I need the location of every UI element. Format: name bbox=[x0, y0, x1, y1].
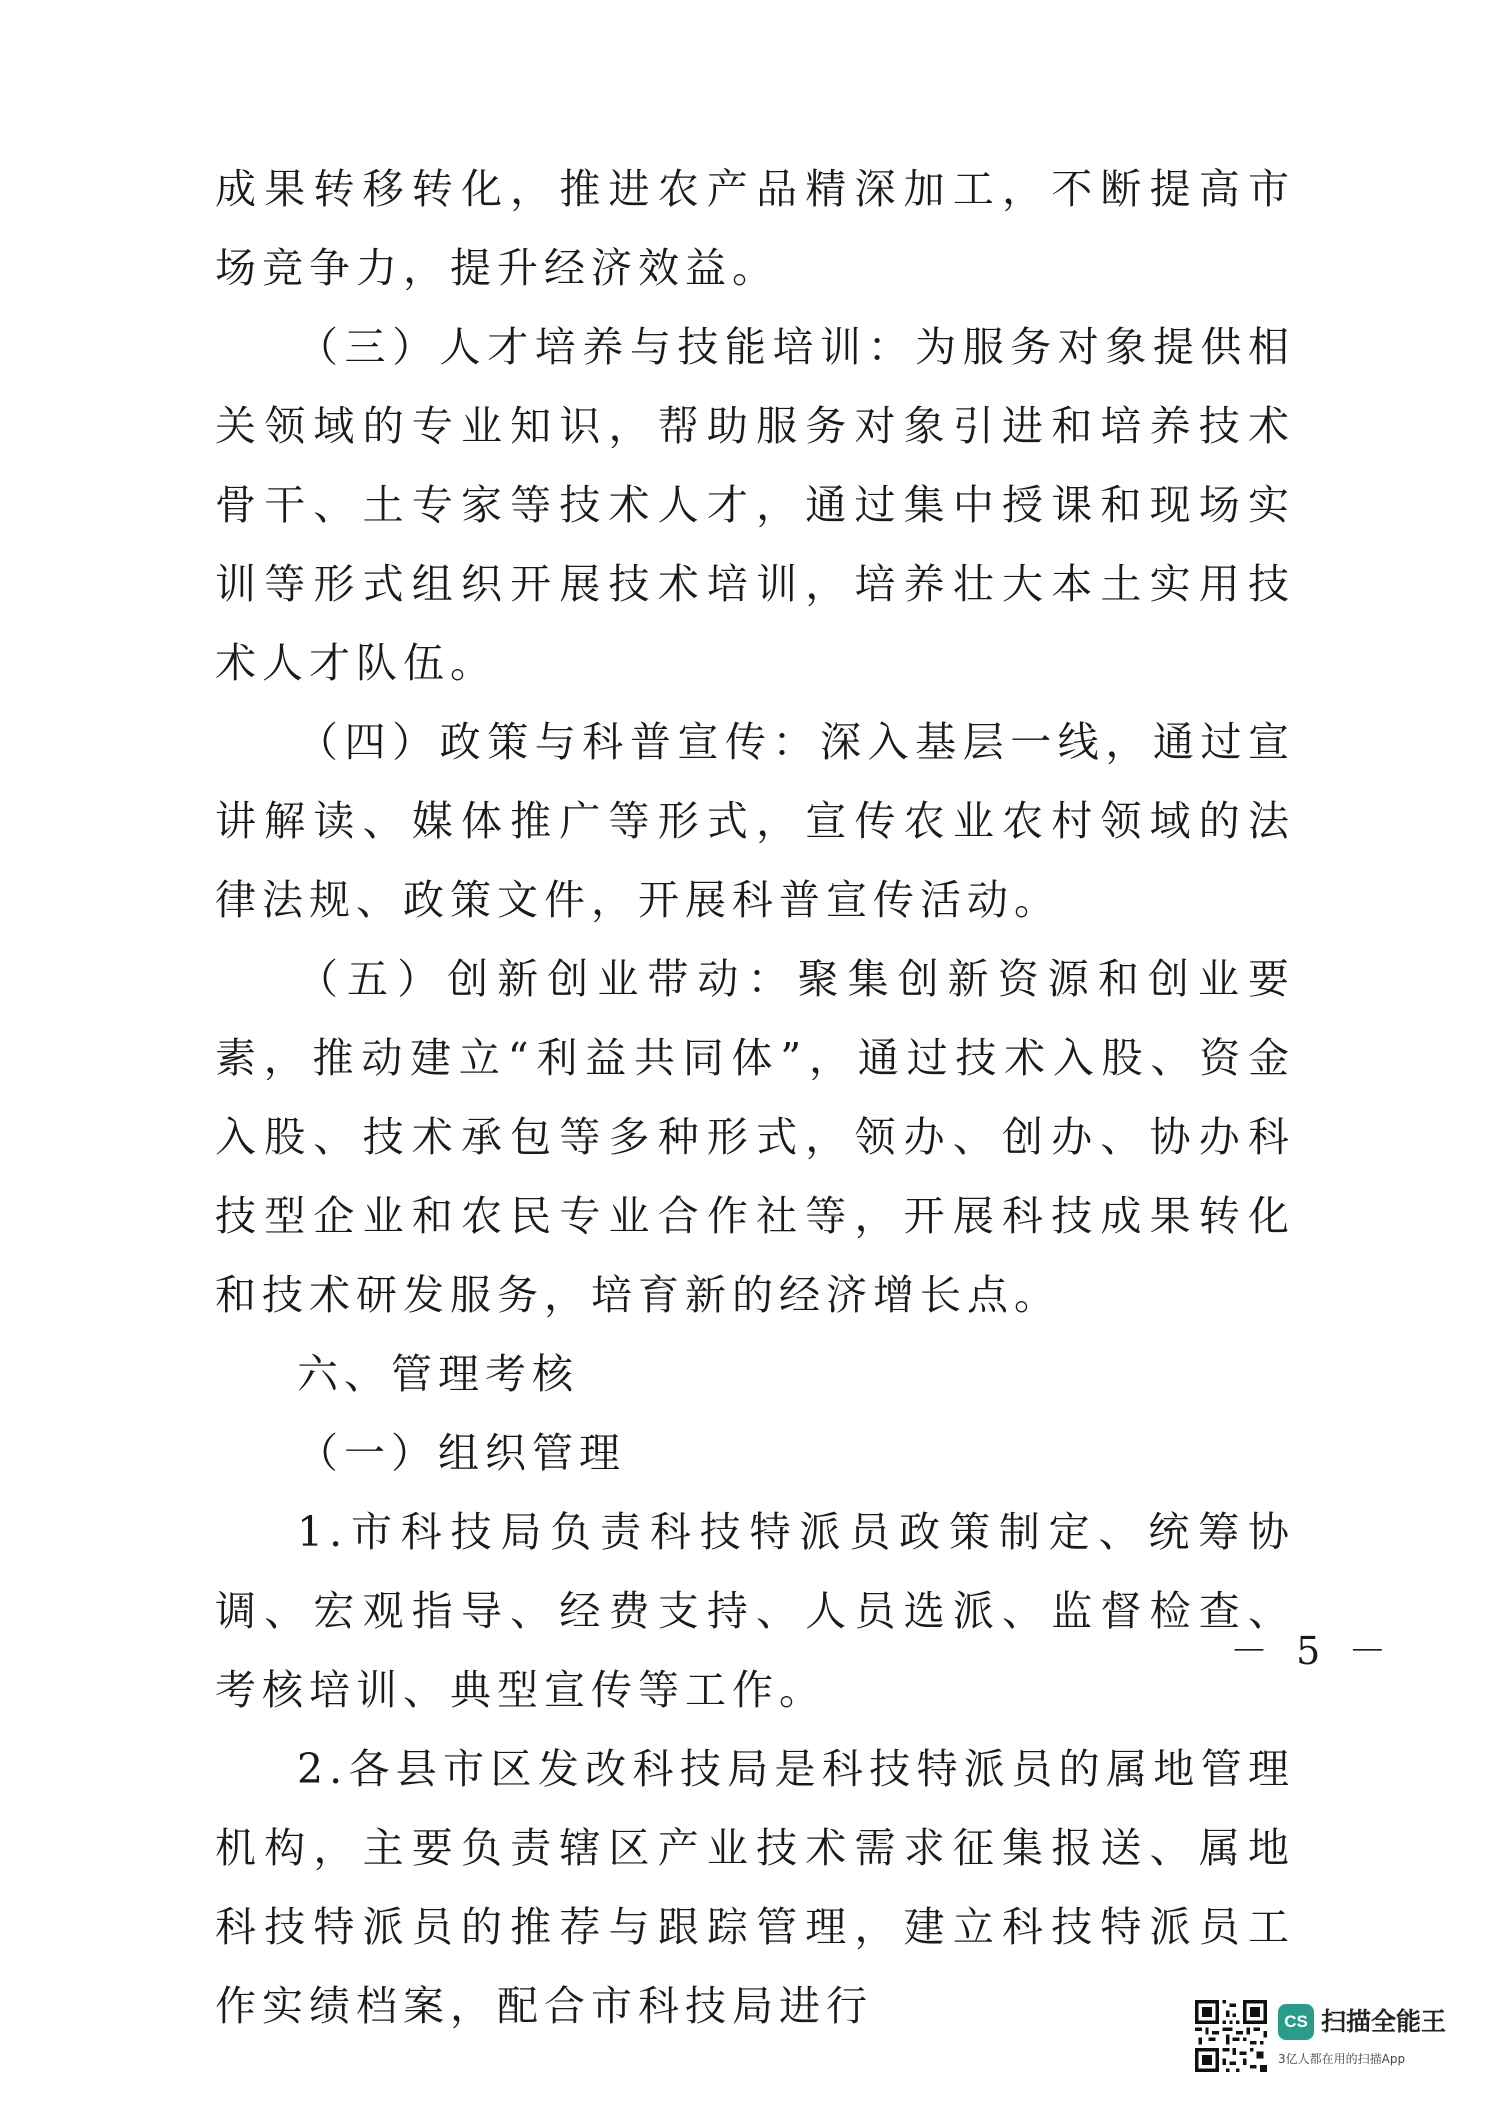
paragraph-policy-publicity: （四）政策与科普宣传：深入基层一线，通过宣讲解读、媒体推广等形式，宣传农业农村领域的法律法规、政策文件，开展科普宣传活动。 bbox=[215, 718, 1295, 924]
paragraph-talent-training: （三）人才培养与技能培训：为服务对象提供相关领域的专业知识，帮助服务对象引进和培养技术骨干、土专家等技术人才，通过集中授课和现场实训等形式组织开展技术培训，培养壮大本土实用技术人才队伍。 bbox=[215, 323, 1295, 687]
paragraph-continuation: 成果转移转化，推进农产品精深加工，不断提高市场竞争力，提升经济效益。 bbox=[215, 165, 1295, 292]
scanner-watermark bbox=[1195, 2000, 1455, 2085]
paragraph-innovation: （五）创新创业带动：聚集创新资源和创业要素，推动建立“利益共同体”，通过技术入股、资金入股、技术承包等多种形式，领办、创办、协办科技型企业和农民专业合作社等，开展科技成果转化和技术研发服务，培育新的经济增长点。 bbox=[215, 955, 1295, 1319]
paragraph-item-1: 1.市科技局负责科技特派员政策制定、统筹协调、宏观指导、经费支持、人员选派、监督检查、考核培训、典型宣传等工作。 bbox=[215, 1508, 1295, 1714]
page-number: － 5 － bbox=[1230, 1629, 1395, 1673]
section-heading-management: 六、管理考核 bbox=[297, 1350, 579, 1398]
qr-code-icon bbox=[1195, 2000, 1267, 2072]
subsection-heading-organization: （一）组织管理 bbox=[297, 1429, 626, 1477]
body-text bbox=[215, 150, 1295, 2046]
paragraph-item-2: 2.各县市区发改科技局是科技特派员的属地管理机构，主要负责辖区产业技术需求征集报送、属地科技特派员的推荐与跟踪管理，建立科技特派员工作实绩档案，配合市科技局进行 bbox=[215, 1745, 1295, 2030]
camscanner-logo-icon: CS bbox=[1278, 2004, 1314, 2040]
watermark-title: 扫描全能王 bbox=[1321, 2007, 1447, 2036]
watermark-subtitle: 3亿人都在用的扫描App bbox=[1278, 2052, 1406, 2066]
